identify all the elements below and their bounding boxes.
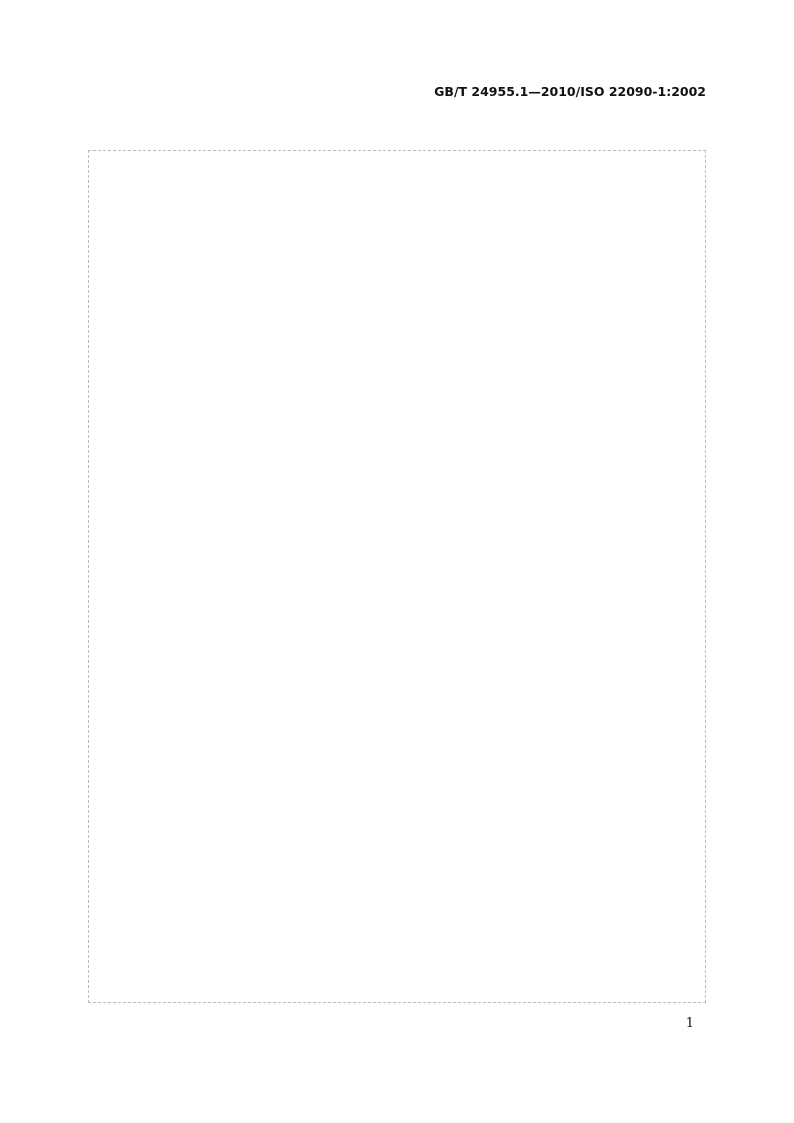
- page-number: 1: [685, 1016, 694, 1031]
- body-text-area: [88, 150, 706, 1003]
- standard-number: GB/T 24955.1—2010/ISO 22090-1:2002: [434, 84, 706, 99]
